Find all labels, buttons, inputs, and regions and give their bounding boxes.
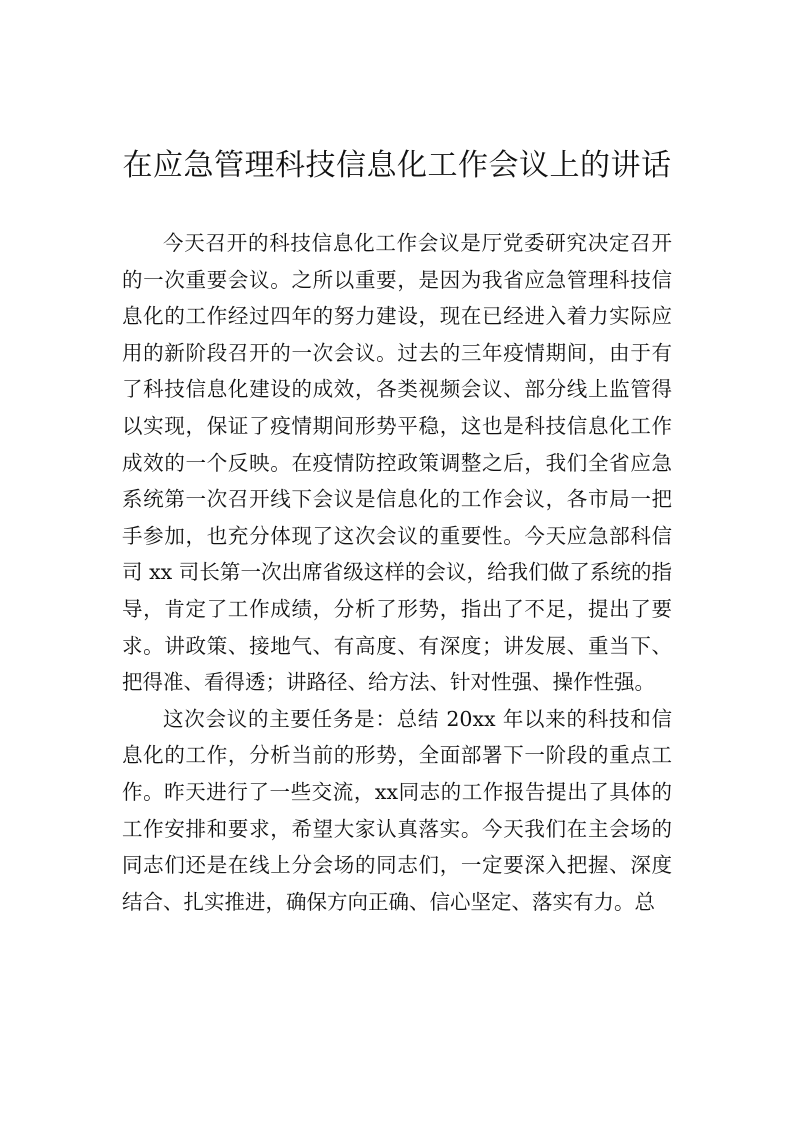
document-body bbox=[122, 225, 672, 920]
paragraph-2: 这次会议的主要任务是：总结 20xx 年以来的科技和信息化的工作，分析当前的形势，全面部署下一阶段的重点工作。昨天进行了一些交流，xx同志的工作报告提出了具体的工作安排和要求，希望大家认真落实。今天我们在主会场的同志们还是在线上分会场的同志们，一定要深入把握、深度结合、扎实推进，确保方向正确、信心坚定、落实有力。总 bbox=[122, 706, 672, 914]
paragraph-1: 今天召开的科技信息化工作会议是厅党委研究决定召开的一次重要会议。之所以重要，是因为我省应急管理科技信息化的工作经过四年的努力建设，现在已经进入着力实际应用的新阶段召开的一次会议。过去的三年疫情期间，由于有了科技信息化建设的成效，各类视频会议、部分线上监管得以实现，保证了疫情期间形势平稳，这也是科技信息化工作成效的一个反映。在疫情防控政策调整之后，我们全省应急系统第一次召开线下会议是信息化的工作会议，各市局一把手参加，也充分体现了这次会议的重要性。今天应急部科信司 xx 司长第一次出席省级这样的会议，给我们做了系统的指导，肯定了工作成绩，分析了形势，指出了不足，提出了要求。讲政策、接地气、有高度、有深度；讲发展、重当下、把得准、看得透；讲路径、给方法、针对性强、操作性强。 bbox=[122, 231, 672, 695]
document-title: 在应急管理科技信息化工作会议上的讲话 bbox=[122, 148, 672, 183]
